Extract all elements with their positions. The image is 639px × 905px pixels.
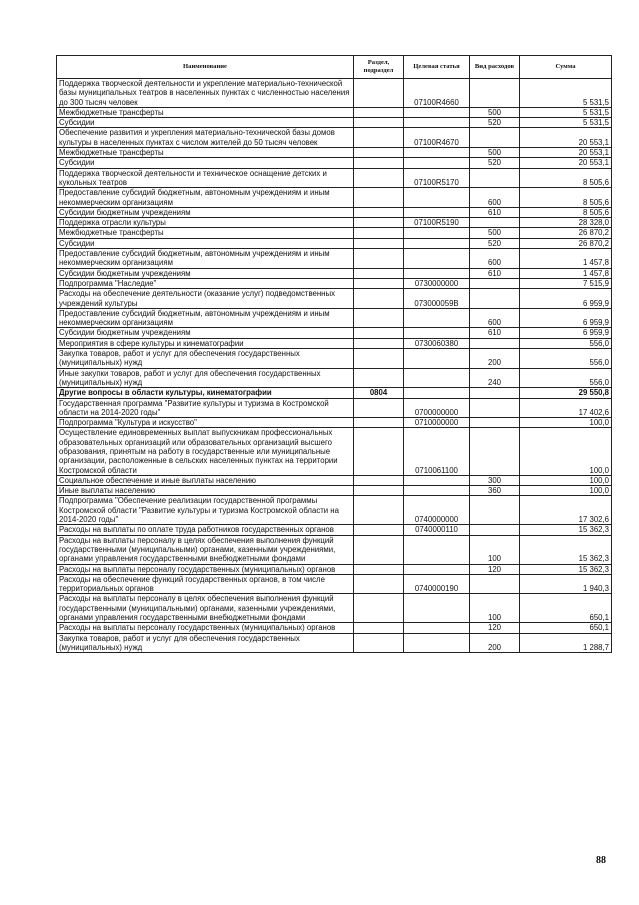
cell-section: [354, 564, 404, 574]
cell-type: [470, 388, 520, 398]
cell-section: [354, 623, 404, 633]
cell-name: Субсидии бюджетным учреждениям: [57, 328, 354, 338]
cell-target: [404, 188, 470, 208]
table-header-row: [57, 56, 612, 79]
cell-name: Иные выплаты населению: [57, 486, 354, 496]
cell-target: [404, 633, 470, 653]
cell-type: [470, 574, 520, 594]
cell-target: 0730000000: [404, 278, 470, 288]
cell-type: 500: [470, 107, 520, 117]
cell-type: [470, 218, 520, 228]
cell-target: [404, 148, 470, 158]
cell-type: [470, 525, 520, 535]
cell-sum: 556,0: [520, 368, 612, 388]
cell-name: Межбюджетные трансферты: [57, 107, 354, 117]
cell-sum: 17 402,6: [520, 398, 612, 418]
cell-target: [404, 308, 470, 328]
table-row: [57, 475, 612, 485]
cell-type: [470, 428, 520, 475]
cell-target: 07100R5190: [404, 218, 470, 228]
cell-section: [354, 475, 404, 485]
table-body: [57, 79, 612, 653]
cell-name: Предоставление субсидий бюджетным, автономным учреждениям и иным некоммерческим организациям: [57, 308, 354, 328]
cell-type: [470, 338, 520, 348]
cell-sum: 6 959,9: [520, 308, 612, 328]
cell-name: Другие вопросы в области культуры, кинематографии: [57, 388, 354, 398]
cell-sum: 8 505,6: [520, 168, 612, 188]
page-number: 88: [596, 855, 606, 866]
cell-target: 0740000110: [404, 525, 470, 535]
cell-name: Субсидии: [57, 158, 354, 168]
cell-section: [354, 428, 404, 475]
table-row: [57, 188, 612, 208]
cell-sum: 5 531,5: [520, 107, 612, 117]
cell-name: Расходы на выплаты персоналу государственных (муниципальных) органов: [57, 623, 354, 633]
cell-section: [354, 188, 404, 208]
cell-sum: 1 457,8: [520, 268, 612, 278]
cell-section: [354, 308, 404, 328]
table-row: [57, 594, 612, 623]
cell-sum: 1 288,7: [520, 633, 612, 653]
cell-section: [354, 228, 404, 238]
table-row: [57, 118, 612, 128]
table-row: [57, 289, 612, 309]
table-row: [57, 496, 612, 525]
cell-section: [354, 249, 404, 269]
cell-name: Расходы на выплаты по оплате труда работников государственных органов: [57, 525, 354, 535]
cell-section: [354, 118, 404, 128]
cell-name: Расходы на обеспечение деятельности (оказание услуг) подведомственных учреждений культуры: [57, 289, 354, 309]
header-section: Раздел, подраздел: [354, 56, 404, 79]
cell-section: [354, 158, 404, 168]
cell-name: Расходы на выплаты персоналу в целях обеспечения выполнения функций государственными (муниципальными) органами, казенными учреждениями, органами управления государственными внебюджетными фондами: [57, 535, 354, 564]
cell-section: [354, 418, 404, 428]
cell-name: Государственная программа "Развитие культуры и туризма в Костромской области на 2014-2020 годы": [57, 398, 354, 418]
cell-type: 600: [470, 308, 520, 328]
cell-name: Предоставление субсидий бюджетным, автономным учреждениям и иным некоммерческим организациям: [57, 188, 354, 208]
cell-section: [354, 525, 404, 535]
cell-target: 0730060380: [404, 338, 470, 348]
table-row: [57, 535, 612, 564]
table-row: [57, 349, 612, 369]
cell-sum: 8 505,6: [520, 207, 612, 217]
cell-section: [354, 349, 404, 369]
cell-type: [470, 168, 520, 188]
cell-type: 240: [470, 368, 520, 388]
cell-section: [354, 168, 404, 188]
cell-sum: 15 362,3: [520, 525, 612, 535]
table-row: [57, 328, 612, 338]
cell-section: [354, 79, 404, 108]
cell-name: Межбюджетные трансферты: [57, 228, 354, 238]
cell-name: Межбюджетные трансферты: [57, 148, 354, 158]
cell-type: [470, 79, 520, 108]
cell-target: [404, 328, 470, 338]
cell-sum: 17 302,6: [520, 496, 612, 525]
cell-type: 520: [470, 158, 520, 168]
table-row: [57, 398, 612, 418]
cell-sum: 556,0: [520, 338, 612, 348]
cell-section: [354, 107, 404, 117]
cell-section: 0804: [354, 388, 404, 398]
cell-sum: 100,0: [520, 486, 612, 496]
cell-target: 0740000190: [404, 574, 470, 594]
cell-target: 073000059В: [404, 289, 470, 309]
cell-name: Поддержка творческой деятельности и техническое оснащение детских и кукольных театров: [57, 168, 354, 188]
cell-sum: 100,0: [520, 418, 612, 428]
cell-section: [354, 368, 404, 388]
cell-type: 100: [470, 594, 520, 623]
cell-target: [404, 388, 470, 398]
cell-type: [470, 278, 520, 288]
cell-section: [354, 328, 404, 338]
table-row: [57, 249, 612, 269]
cell-section: [354, 535, 404, 564]
table-row: [57, 368, 612, 388]
cell-target: [404, 475, 470, 485]
cell-sum: 26 870,2: [520, 228, 612, 238]
cell-name: Расходы на выплаты персоналу в целях обеспечения выполнения функций государственными (муниципальными) органами, казенными учреждениями, органами управления государственными внебюджетными фондами: [57, 594, 354, 623]
cell-type: 610: [470, 207, 520, 217]
cell-section: [354, 574, 404, 594]
cell-name: Иные закупки товаров, работ и услуг для обеспечения государственных (муниципальных) нужд: [57, 368, 354, 388]
cell-name: Предоставление субсидий бюджетным, автономным учреждениям и иным некоммерческим организациям: [57, 249, 354, 269]
cell-sum: 6 959,9: [520, 328, 612, 338]
cell-type: 100: [470, 535, 520, 564]
cell-name: Подпрограмма "Наследие": [57, 278, 354, 288]
table-row: [57, 623, 612, 633]
table-row: [57, 486, 612, 496]
cell-target: [404, 158, 470, 168]
cell-sum: 1 940,3: [520, 574, 612, 594]
cell-sum: 100,0: [520, 475, 612, 485]
table-row: [57, 79, 612, 108]
cell-name: Субсидии бюджетным учреждениям: [57, 207, 354, 217]
cell-name: Субсидии бюджетным учреждениям: [57, 268, 354, 278]
table-row: [57, 574, 612, 594]
cell-sum: 100,0: [520, 428, 612, 475]
cell-sum: 20 553,1: [520, 158, 612, 168]
header-target: Целевая статья: [404, 56, 470, 79]
cell-target: [404, 107, 470, 117]
cell-type: [470, 496, 520, 525]
header-type: Вид расходов: [470, 56, 520, 79]
cell-sum: 28 328,0: [520, 218, 612, 228]
cell-sum: 650,1: [520, 623, 612, 633]
cell-name: Социальное обеспечение и иные выплаты населению: [57, 475, 354, 485]
cell-target: [404, 118, 470, 128]
table-row: [57, 633, 612, 653]
cell-section: [354, 218, 404, 228]
table-row: [57, 564, 612, 574]
cell-sum: 20 553,1: [520, 128, 612, 148]
cell-target: 0740000000: [404, 496, 470, 525]
cell-type: 520: [470, 238, 520, 248]
cell-section: [354, 278, 404, 288]
table-row: [57, 428, 612, 475]
cell-type: 120: [470, 623, 520, 633]
cell-section: [354, 496, 404, 525]
table-row: [57, 128, 612, 148]
cell-target: 0710061100: [404, 428, 470, 475]
cell-target: [404, 594, 470, 623]
table-row: [57, 238, 612, 248]
table-row: [57, 168, 612, 188]
cell-target: [404, 228, 470, 238]
cell-type: 600: [470, 188, 520, 208]
cell-name: Подпрограмма "Обеспечение реализации государственной программы Костромской области "Развитие культуры и туризма Костромской области на 2014-2020 годы": [57, 496, 354, 525]
table-row: [57, 207, 612, 217]
cell-target: 07100R4670: [404, 128, 470, 148]
cell-sum: 29 550,8: [520, 388, 612, 398]
cell-target: 0710000000: [404, 418, 470, 428]
cell-name: Мероприятия в сфере культуры и кинематографии: [57, 338, 354, 348]
cell-type: [470, 398, 520, 418]
cell-sum: 6 959,9: [520, 289, 612, 309]
cell-name: Поддержка творческой деятельности и укрепление материально-технической базы муниципальных театров в населенных пунктах с численностью населения до 300 тысяч человек: [57, 79, 354, 108]
table-row: [57, 158, 612, 168]
table-row: [57, 218, 612, 228]
cell-target: [404, 368, 470, 388]
cell-type: [470, 418, 520, 428]
cell-target: [404, 535, 470, 564]
table-row: [57, 268, 612, 278]
cell-section: [354, 594, 404, 623]
cell-sum: 8 505,6: [520, 188, 612, 208]
cell-target: [404, 623, 470, 633]
cell-name: Расходы на выплаты персоналу государственных (муниципальных) органов: [57, 564, 354, 574]
cell-name: Закупка товаров, работ и услуг для обеспечения государственных (муниципальных) нужд: [57, 349, 354, 369]
cell-name: Поддержка отрасли культуры: [57, 218, 354, 228]
table-row: [57, 107, 612, 117]
cell-type: 610: [470, 268, 520, 278]
table-row: [57, 388, 612, 398]
cell-target: [404, 238, 470, 248]
cell-name: Субсидии: [57, 238, 354, 248]
cell-section: [354, 398, 404, 418]
budget-table-sheet: [56, 55, 611, 653]
cell-type: 610: [470, 328, 520, 338]
budget-table: [56, 55, 612, 653]
cell-section: [354, 289, 404, 309]
cell-type: [470, 289, 520, 309]
cell-sum: 1 457,8: [520, 249, 612, 269]
cell-sum: 15 362,3: [520, 564, 612, 574]
table-row: [57, 308, 612, 328]
cell-type: 500: [470, 148, 520, 158]
cell-section: [354, 128, 404, 148]
cell-section: [354, 338, 404, 348]
header-sum: Сумма: [520, 56, 612, 79]
header-name: Наименование: [57, 56, 354, 79]
cell-sum: 26 870,2: [520, 238, 612, 248]
cell-sum: 15 362,3: [520, 535, 612, 564]
cell-section: [354, 268, 404, 278]
cell-type: [470, 128, 520, 148]
cell-name: Субсидии: [57, 118, 354, 128]
cell-section: [354, 148, 404, 158]
cell-target: [404, 349, 470, 369]
cell-target: 0700000000: [404, 398, 470, 418]
cell-sum: 20 553,1: [520, 148, 612, 158]
table-row: [57, 148, 612, 158]
table-row: [57, 228, 612, 238]
cell-target: 07100R4660: [404, 79, 470, 108]
cell-type: 600: [470, 249, 520, 269]
cell-name: Обеспечение развития и укрепления материально-технической базы домов культуры в населенных пунктах с числом жителей до 50 тысяч человек: [57, 128, 354, 148]
cell-name: Подпрограмма "Культура и искусство": [57, 418, 354, 428]
cell-type: 500: [470, 228, 520, 238]
cell-name: Расходы на обеспечение функций государственных органов, в том числе территориальных органов: [57, 574, 354, 594]
table-row: [57, 418, 612, 428]
cell-sum: 5 531,5: [520, 79, 612, 108]
cell-target: [404, 207, 470, 217]
cell-section: [354, 633, 404, 653]
cell-type: 120: [470, 564, 520, 574]
cell-type: 520: [470, 118, 520, 128]
cell-name: Осуществление единовременных выплат выпускникам профессиональных образовательных организаций или образовательных организаций высшего образования, принятым на работу в государственные или муниципальные организации, расположенные в сельских населенных пунктах на территории Костромской области: [57, 428, 354, 475]
table-row: [57, 278, 612, 288]
cell-type: 300: [470, 475, 520, 485]
cell-name: Закупка товаров, работ и услуг для обеспечения государственных (муниципальных) нужд: [57, 633, 354, 653]
cell-sum: 7 515,9: [520, 278, 612, 288]
table-row: [57, 338, 612, 348]
cell-sum: 556,0: [520, 349, 612, 369]
table-row: [57, 525, 612, 535]
cell-type: 200: [470, 633, 520, 653]
cell-section: [354, 207, 404, 217]
cell-section: [354, 238, 404, 248]
cell-sum: 5 531,5: [520, 118, 612, 128]
cell-section: [354, 486, 404, 496]
cell-target: [404, 564, 470, 574]
cell-target: [404, 486, 470, 496]
cell-target: [404, 268, 470, 278]
cell-target: 07100R5170: [404, 168, 470, 188]
cell-target: [404, 249, 470, 269]
cell-type: 200: [470, 349, 520, 369]
cell-type: 360: [470, 486, 520, 496]
cell-sum: 650,1: [520, 594, 612, 623]
